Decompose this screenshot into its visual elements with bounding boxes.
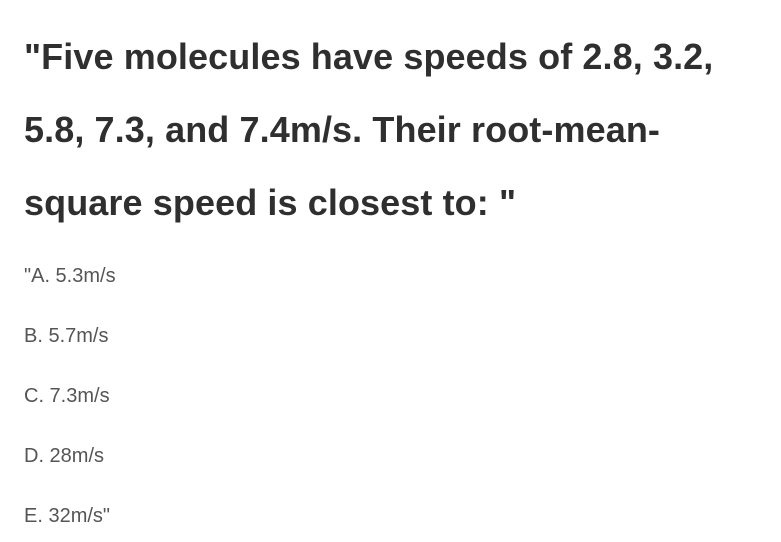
answer-options-list — [24, 264, 757, 528]
option-d: D. 28m/s — [24, 445, 105, 467]
question-text: "Five molecules have speeds of 2.8, 3.2, 5.8, 7.3, and 7.4m/s. Their root-mean-square speed is closest to: " — [24, 36, 714, 223]
option-c: C. 7.3m/s — [24, 385, 110, 407]
option-a: "A. 5.3m/s — [24, 265, 116, 287]
option-b: B. 5.7m/s — [24, 325, 109, 347]
option-e: E. 32m/s" — [24, 505, 111, 527]
